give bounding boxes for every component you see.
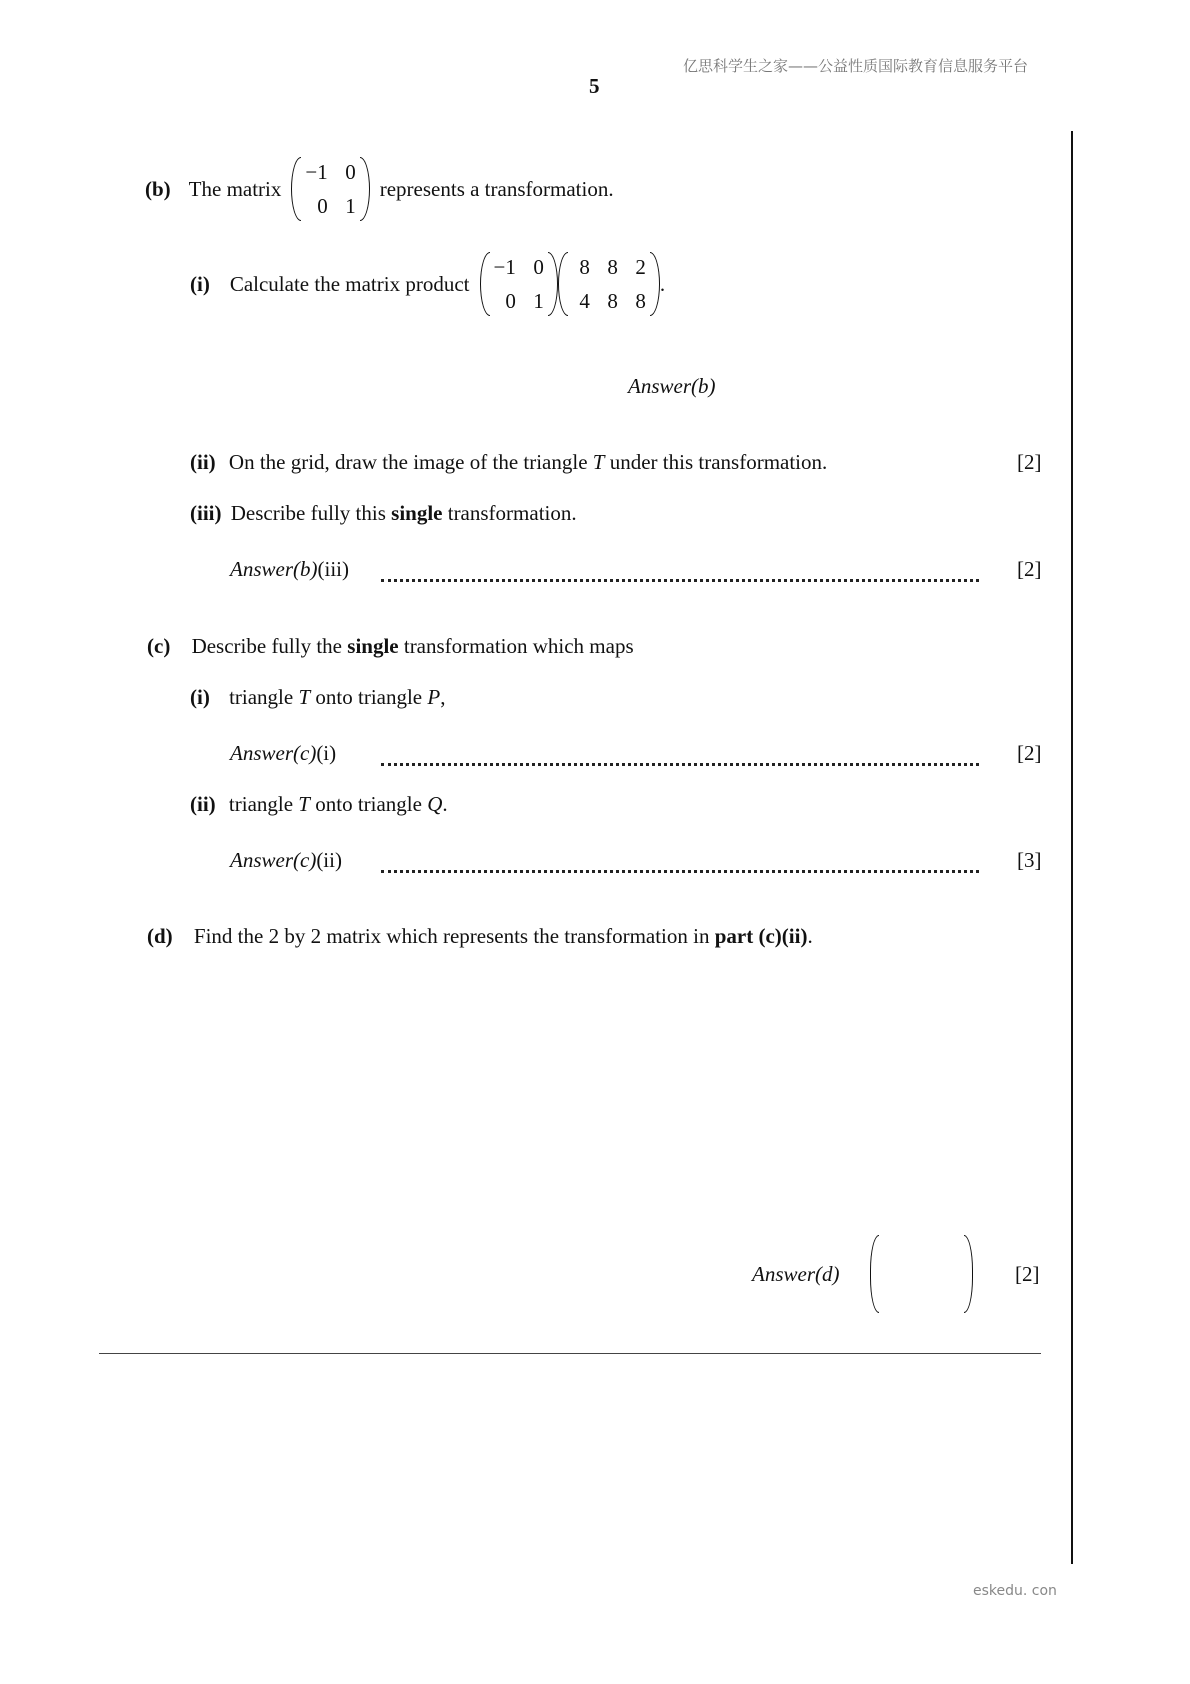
answer-b-iii-label: Answer(b)(iii) (230, 557, 349, 581)
marks-c-i: [2] (1017, 741, 1042, 765)
matrix-cell: 8 (607, 289, 618, 313)
matrix-a (480, 252, 558, 316)
part-c-ii-question: (ii) triangle T onto triangle Q. (190, 792, 448, 816)
answer-d-label: Answer(d) (752, 1262, 840, 1286)
matrix-cell: 4 (579, 289, 590, 313)
matrix-cell: 0 (533, 255, 544, 279)
matrix-cell: 0 (317, 194, 328, 218)
part-b-intro-text: The matrix (188, 176, 282, 201)
part-b-i-end: . (659, 271, 666, 296)
answer-c-ii-label: Answer(c)(ii) (230, 848, 342, 872)
matrix-b (558, 252, 660, 316)
matrix-cell: 0 (345, 160, 356, 184)
marks-b-ii: [2] (1017, 450, 1042, 474)
matrix-cell: −1 (305, 160, 328, 184)
answer-c-ii-field[interactable] (381, 870, 979, 873)
part-b-label: (b) (145, 176, 171, 201)
page-number: 5 (589, 74, 600, 98)
footer-url: eskedu. con (973, 1583, 1057, 1599)
part-b-ii-question: (ii) On the grid, draw the image of the triangle T under this transformation. (190, 450, 828, 474)
answer-b-iii-field[interactable] (381, 579, 979, 582)
part-b-intro (145, 153, 614, 225)
part-b-i-label: (i) (190, 271, 210, 296)
part-b-i-question (190, 248, 665, 320)
answer-b-label: Answer(b) (628, 374, 716, 398)
marks-c-ii: [3] (1017, 848, 1042, 872)
answer-c-i-field[interactable] (381, 763, 979, 766)
answer-d-matrix[interactable] (870, 1235, 973, 1313)
matrix-cell: 1 (345, 194, 356, 218)
matrix-cell: 8 (579, 255, 590, 279)
marks-d: [2] (1015, 1262, 1040, 1286)
site-header: 亿思科学生之家——公益性质国际教育信息服务平台 (683, 57, 1029, 75)
answer-c-i-label: Answer(c)(i) (230, 741, 337, 765)
transformation-matrix (291, 157, 369, 221)
part-b-intro-post: represents a transformation. (379, 176, 614, 201)
part-c-i-question: (i) triangle T onto triangle P, (190, 685, 446, 709)
right-margin-line (1071, 131, 1073, 1564)
matrix-cell: 2 (635, 255, 646, 279)
matrix-cell: 8 (635, 289, 646, 313)
matrix-cell: 8 (607, 255, 618, 279)
section-divider (99, 1353, 1041, 1354)
matrix-cell: 1 (533, 289, 544, 313)
matrix-cell: −1 (493, 255, 516, 279)
part-b-iii-question: (iii) Describe fully this single transformation. (190, 501, 577, 525)
part-c-question: (c) Describe fully the single transformation which maps (147, 634, 634, 658)
part-b-i-text: Calculate the matrix product (229, 271, 470, 296)
marks-b-iii: [2] (1017, 557, 1042, 581)
matrix-cell: 0 (505, 289, 516, 313)
part-d-question: (d) Find the 2 by 2 matrix which represents the transformation in part (c)(ii). (147, 924, 813, 948)
